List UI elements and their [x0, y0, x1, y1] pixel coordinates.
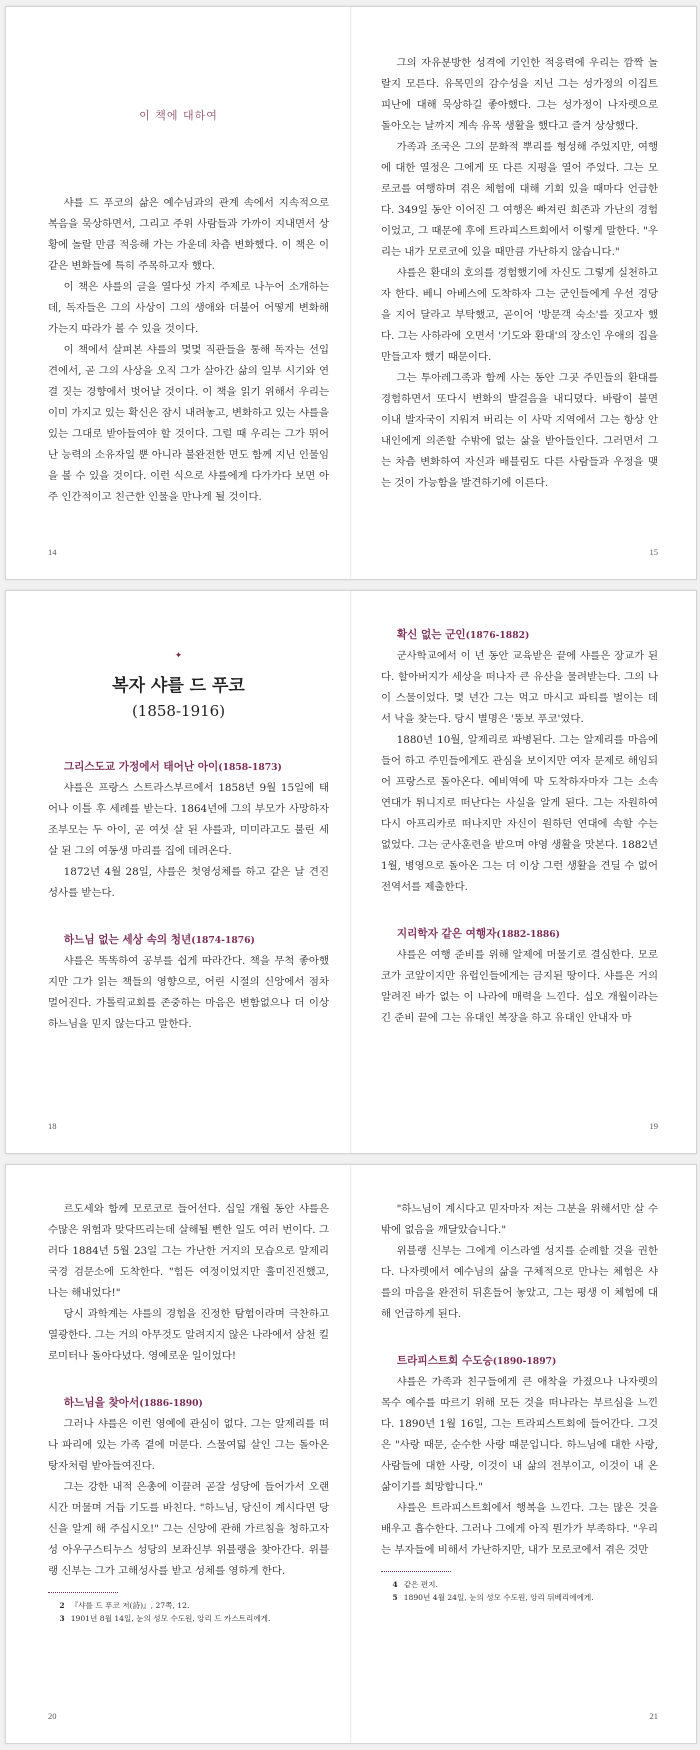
page-18	[6, 591, 351, 1153]
section-heading-text: 하느님을 찾아서	[63, 1397, 140, 1409]
spread-pages-20-21	[5, 1164, 697, 1744]
paragraph: 샤를 드 푸코의 삶은 예수님과의 관계 속에서 지속적으로 복음을 묵상하면서, 그리고 주위 사람들과 가까이 지내면서 상황에 놀랄 만큼 적응해 가는 가운데 차츰 변화했다. 이 책은 이 같은 변화들에 특히 주목하고자 했다.	[48, 197, 329, 272]
page-15-body	[381, 53, 658, 494]
footnote-number: 3	[59, 1614, 65, 1623]
paragraph: 샤를은 똑똑하여 공부를 쉽게 따라간다. 책을 무척 좋아했지만 그가 읽는 책들의 영향으로, 어린 시절의 신앙에서 점차 멀어진다. 가톨릭교회를 존중하는 마음은 변함없으나 더 이상 하느님을 믿지 않는다고 말한다.	[48, 955, 329, 1030]
section-gap	[48, 1367, 329, 1393]
page-number: 15	[649, 547, 658, 557]
footnote	[48, 1599, 329, 1612]
paragraph: 그는 강한 내적 은총에 이끌려 곧잘 성당에 들어가서 오랜 시간 머물며 거듭 기도를 바친다. "하느님, 당신이 계시다면 당신을 알게 해 주십시오!" 그는 신앙에 관해 가르침을 청하고자 성 아우구스티누스 성당의 보좌신부 위블랭을 찾아간다. 위블랭 신부는 그가 고해성사를 받고 성체를 영하게 한다.	[48, 1481, 329, 1577]
page-20	[6, 1165, 351, 1743]
paragraph: 샤를은 환대의 호의를 경험했기에 자신도 그렇게 실천하고자 한다. 베니 아베스에 도착하자 그는 군인들에게 우선 경당을 지어 달라고 부탁했고, 곧이어 '방문객 숙소'를 짓고자 했다. 그는 사하라에 오면서 '기도와 환대'의 장소인 우애의 집을 만들고자 했기 때문이다.	[381, 267, 658, 363]
section-heading-years: (1882-1886)	[496, 929, 561, 940]
paragraph: 그의 자유분방한 성격에 기인한 적응력에 우리는 깜짝 놀랄지 모른다. 유목민의 감수성을 지닌 그는 성가정의 이집트 피난에 대해 묵상하길 좋아했다. 그는 성가정이 나자렛으로 돌아오는 날까지 계속 유목 생활을 했다고 즐겨 상상했다.	[381, 57, 658, 132]
section-heading-years: (1874-1876)	[191, 935, 255, 946]
paragraph: 샤를은 프랑스 스트라스부르에서 1858년 9월 15일에 태어나 이틀 후 세례를 받는다. 1864년에 그의 부모가 사망하자 조부모는 두 아이, 곧 여섯 살 된 샤를과, 미미라고도 불린 세 살 된 그의 여동생 마리를 집에 데려온다.	[48, 782, 329, 857]
about-book-title: 이 책에 대하여	[139, 109, 218, 122]
footnote-rule	[48, 1592, 118, 1593]
paragraph: 르도세와 함께 모로코로 들어선다. 십일 개월 동안 샤를은 수많은 위험과 맞닥뜨리는데 살해될 뻔한 일도 여러 번이다. 그러다 1884년 5월 23일 그는 가난한 거지의 모습으로 알제리 국경 검문소에 도착한다. "힘든 여정이었지만 훌미진진했고, 나는 해내었다!"	[48, 1203, 329, 1299]
section-heading-years: (1876-1882)	[465, 630, 530, 641]
section-heading	[381, 625, 658, 646]
paragraph: 이 책에서 살펴본 샤를의 몇몇 직관들을 통해 독자는 선입견에서, 곧 그의 사상을 오직 그가 살아간 삶의 일부 시기와 연결 짓는 경향에서 벗어날 것이다. 이 책을 읽기 위해서 우리는 이미 가지고 있는 확신은 잠시 내려놓고, 변화하고 있는 샤를을 있는 그대로 받아들여야 할 것이다. 그럴 때 우리는 그가 뛰어난 능력의 소유자일 뿐 아니라 불완전한 면도 함께 지닌 인물임을 볼 수 있을 것이다. 이런 식으로 샤를에게 다가가다 보면 아주 인간적이고 친근한 인물을 만나게 될 것이다.	[48, 344, 329, 503]
section-gap	[381, 1325, 658, 1351]
section-heading-text: 트라피스트회 수도승	[396, 1355, 493, 1367]
paragraph: 위블랭 신부는 그에게 이스라엘 성지를 순례할 것을 권한다. 나자렛에서 예수님의 삶을 구체적으로 만나는 체험은 샤를의 마음을 완전히 뒤흔들어 놓았고, 그는 평생 이 체험에 대해 언급하게 된다.	[381, 1245, 658, 1320]
footnote-text: 『샤를 드 푸코 저(詩)』, 27쪽, 12.	[70, 1601, 190, 1610]
paragraph: 그는 투아레그족과 함께 사는 동안 그곳 주민들의 환대를 경험하면서 또다시 변화의 발걸음을 내디뎠다. 바람이 불면 이내 발자국이 지워져 버리는 이 사막 지역에서 그는 항상 안내인에게 의존할 수밖에 없는 삶을 받아들인다. 그러면서 그는 차츰 변화하여 자신과 배블림도 다른 사람들과 우정을 맺는 것이 가능함을 발견하기에 이른다.	[381, 372, 658, 489]
page-14-body	[48, 193, 329, 508]
page-19	[351, 591, 696, 1153]
chapter-title: 복자 샤를 드 푸코	[112, 676, 245, 696]
spread-pages-14-15	[5, 6, 697, 580]
footnote-number: 4	[392, 1580, 398, 1589]
paragraph: "하느님이 계시다고 믿자마자 저는 그분을 위해서만 살 수밖에 없음을 깨달았습니다."	[381, 1203, 658, 1236]
section-gap	[48, 904, 329, 930]
paragraph: 샤를은 가족과 친구들에게 큰 애착을 가졌으나 나자렛의 목수 예수를 따르기 위해 모든 것을 떠나라는 부르심을 느낀다. 1890년 1월 16일, 그는 트라피스트회에 들어간다. 그것은 "사랑 때문, 순수한 사랑 때문입니다. 하느님에 대한 사랑, 사람들에 대한 사랑, 이것이 내 삶의 전부이고, 이것이 내 온 삶이기를 희망합니다."	[381, 1376, 658, 1493]
page-19-body	[381, 625, 658, 1029]
paragraph: 군사학교에서 이 년 동안 교육받은 끝에 샤를은 장교가 된다. 할아버지가 세상을 떠나자 큰 유산을 물려받는다. 그의 나이 스물이었다. 몇 년간 그는 먹고 마시고 파티를 벌이는 데 서 낙을 찾는다. 당시 별명은 '뚱보 푸코'였다.	[381, 650, 658, 725]
section-heading	[381, 924, 658, 945]
footnote-text: 같은 편지.	[403, 1580, 438, 1589]
section-heading	[48, 1393, 329, 1414]
diamond-ornament-icon: ✦	[174, 651, 183, 661]
spread-pages-18-19	[5, 590, 697, 1154]
paragraph: 당시 과학계는 샤를의 경험을 진정한 탐험이라며 극찬하고 열광한다. 그는 거의 아무것도 알려지지 않은 나라에서 삼천 킬로미터나 돌아다녔다. 영예로운 일이었다!	[48, 1308, 329, 1362]
footnote-text: 1901년 8월 14일, 눈의 성모 수도원, 앙리 드 카스트리에게.	[70, 1614, 271, 1623]
chapter-header	[6, 651, 351, 720]
section-heading	[48, 757, 329, 778]
page-number: 20	[48, 1711, 57, 1721]
footnote-text: 1890년 4월 24일, 눈의 성모 수도원, 앙리 뒤베리에에게.	[403, 1593, 594, 1602]
paragraph: 이 책은 샤를의 글을 열다섯 가지 주제로 나누어 소개하는데, 독자들은 그의 사상이 그의 생애와 더불어 어떻게 변화해 가는지 따라가 볼 수 있을 것이다.	[48, 281, 329, 335]
page-number: 14	[48, 547, 57, 557]
page-number: 21	[649, 1711, 658, 1721]
section-heading	[48, 930, 329, 951]
page-20-body	[48, 1199, 329, 1625]
page-18-body	[48, 757, 329, 1035]
paragraph: 가족과 조국은 그의 문화적 뿌리를 형성해 주었지만, 여행에 대한 열정은 그에게 또 다른 지평을 열어 주었다. 그는 모로코를 여행하며 겪은 체험에 대해 기회 있을 때마다 언급한다. 349일 동안 이어진 그 여행은 빠져린 희존과 가난의 경험이었고, 그 때문에 후에 트라피스트회에서 이렇게 말한다. "우리는 내가 모로코에 있을 때만큼 가난하지 않습니다."	[381, 141, 658, 258]
page-number: 19	[649, 1121, 658, 1131]
page-21	[351, 1165, 696, 1743]
section-heading-years: (1886-1890)	[139, 1398, 203, 1409]
section-heading-text: 하느님 없는 세상 속의 청년	[63, 934, 192, 946]
section-heading-years: (1890-1897)	[492, 1356, 557, 1367]
section-heading-text: 지리학자 같은 여행자	[396, 928, 497, 940]
section-heading-text: 그리스도교 가정에서 태어난 아이	[63, 761, 219, 773]
section-heading-text: 확신 없는 군인	[396, 629, 466, 641]
chapter-years: (1858-1916)	[131, 702, 226, 720]
paragraph: 1872년 4월 28일, 샤를은 첫영성체를 하고 같은 날 견진성사를 받는다.	[48, 866, 329, 899]
paragraph: 1880년 10월, 알제리로 파병된다. 그는 알제리를 마음에 들어 하고 주민들에게도 관심을 보이지만 여자 문제로 해임되어 프랑스로 돌아온다. 예비역에 막 도착하자마자 그는 소속 연대가 튀니지로 떠난다는 사실을 알게 된다. 그는 자원하여 다시 아프리카로 떠나지만 자신이 원하던 연대에 속할 수는 없었다. 그는 군사훈련을 받으며 야영 생활을 맛본다. 1882년 1월, 병영으로 돌아온 그는 더 이상 그런 생활을 견딜 수 없어 전역서를 제출한다.	[381, 734, 658, 893]
page-15	[351, 7, 696, 579]
paragraph: 그러나 샤를은 이런 영예에 관심이 없다. 그는 알제리를 떠나 파리에 있는 가족 곁에 머문다. 스물여덟 살인 그는 돌아온 탕자처럼 받아들여진다.	[48, 1418, 329, 1472]
section-heading	[381, 1351, 658, 1372]
page-14	[6, 7, 351, 579]
section-gap	[381, 898, 658, 924]
footnote-number: 2	[59, 1601, 65, 1610]
paragraph: 샤를은 여행 준비를 위해 알제에 머물기로 결심한다. 모로코가 코앞이지만 유럽인들에게는 금지된 땅이다. 샤를은 거의 알려진 바가 없는 이 나라에 매력을 느낀다. 십오 개월이라는 긴 준비 끝에 그는 유대인 복장을 하고 유대인 안내자 마	[381, 949, 658, 1024]
footnote	[48, 1612, 329, 1625]
page-21-body	[381, 1199, 658, 1604]
paragraph: 샤를은 트라피스트회에서 행복을 느낀다. 그는 많은 것을 배우고 흡수한다. 그러나 그에게 아직 뭔가가 부족하다. "우리는 부자들에 비해서 가난하지만, 내가 모로코에서 겪은 것만	[381, 1502, 658, 1556]
footnote	[381, 1591, 658, 1604]
page-number: 18	[48, 1121, 57, 1131]
footnote-number: 5	[392, 1593, 398, 1602]
footnote-rule	[381, 1571, 451, 1572]
section-heading-years: (1858-1873)	[218, 762, 282, 773]
footnote	[381, 1578, 658, 1591]
